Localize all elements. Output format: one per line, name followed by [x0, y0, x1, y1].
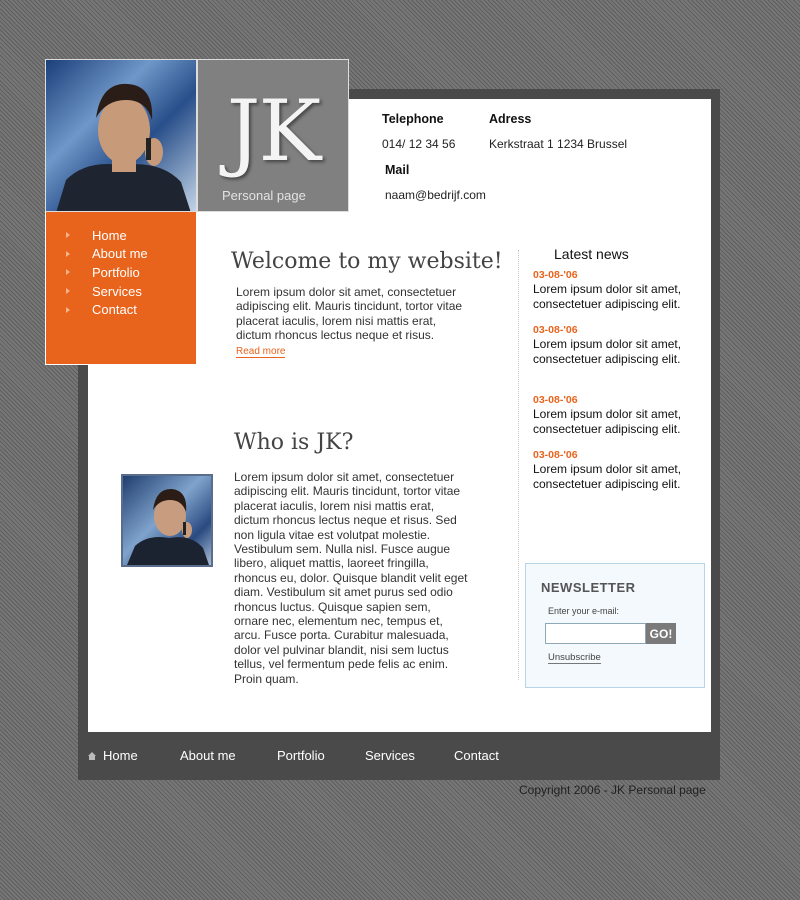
side-nav-label[interactable]: Home: [92, 227, 127, 243]
arrow-bullet-icon: [66, 307, 70, 313]
portrait-image: [46, 60, 197, 212]
news-item[interactable]: [533, 449, 698, 491]
side-nav-item-home[interactable]: [66, 226, 148, 245]
telephone-value: 014/ 12 34 56: [382, 137, 456, 151]
side-nav-item-services[interactable]: [66, 282, 148, 301]
copyright-text: Copyright 2006 - JK Personal page: [519, 783, 706, 797]
address-label: Adress: [489, 112, 532, 126]
address-value: Kerkstraat 1 1234 Brussel: [489, 137, 628, 151]
footer-nav-portfolio[interactable]: Portfolio: [277, 748, 325, 763]
news-text: Lorem ipsum dolor sit amet, consectetuer adipiscing elit.: [533, 282, 682, 311]
welcome-text: Lorem ipsum dolor sit amet, consectetuer adipiscing elit. Mauris tincidunt, tortor vitae placerat iaculis, lorem nisi mattis erat, dictum rhoncus lectus neque et risus.: [236, 285, 463, 343]
side-nav-item-portfolio[interactable]: [66, 263, 148, 282]
news-date: 03-08-'06: [533, 394, 578, 406]
read-more-link[interactable]: Read more: [236, 346, 286, 357]
side-nav-item-contact[interactable]: [66, 300, 148, 319]
mail-label: Mail: [385, 163, 410, 177]
side-nav-label[interactable]: Portfolio: [92, 264, 140, 280]
telephone-label: Telephone: [382, 112, 444, 126]
arrow-bullet-icon: [66, 269, 70, 275]
home-icon: [88, 752, 96, 760]
news-title: Latest news: [554, 246, 629, 262]
welcome-title: Welcome to my website!: [231, 249, 503, 274]
news-item[interactable]: [533, 394, 698, 436]
news-text: Lorem ipsum dolor sit amet, consectetuer adipiscing elit.: [533, 337, 682, 366]
footer-nav-home[interactable]: Home: [103, 748, 138, 763]
mail-value[interactable]: naam@bedrijf.com: [385, 188, 486, 202]
column-divider: [518, 250, 519, 680]
news-text: Lorem ipsum dolor sit amet, consectetuer adipiscing elit.: [533, 462, 682, 491]
logo-letters: JK: [226, 82, 320, 180]
news-date: 03-08-'06: [533, 449, 578, 461]
who-text: Lorem ipsum dolor sit amet, consectetuer adipiscing elit. Mauris tincidunt, tortor vitae placerat iaculis, lorem nisi mattis erat, dictum rhoncus lectus neque et risus. Sed non ligula vitae est volutpat molestie. Vestibulum sem. Nulla nisl. Fusce augue libero, aliquet mattis, laoreet fringilla, rhoncus eu, dolor. Quisque blandit velit eget diam. Vestibulum sit amet purus sed odio rhoncus luctus. Quisque sapien sem, ornare nec, elementum nec, tempus et, arcu. Fusce porta. Curabitur malesuada, dolor vel pulvinar blandit, nisi sem luctus tellus, vel fermentum pede felis ac enim. Proin quam.: [234, 470, 468, 686]
header-photo: [45, 59, 197, 212]
news-item[interactable]: [533, 324, 698, 366]
footer-nav-contact[interactable]: Contact: [454, 748, 499, 763]
side-nav: [45, 212, 197, 365]
unsubscribe-link[interactable]: Unsubscribe: [548, 652, 601, 663]
footer-nav-about[interactable]: About me: [180, 748, 236, 763]
avatar-image: [123, 476, 211, 565]
arrow-bullet-icon: [66, 251, 70, 257]
who-title: Who is JK?: [234, 430, 354, 455]
news-item[interactable]: [533, 269, 698, 311]
footer-nav-services[interactable]: Services: [365, 748, 415, 763]
profile-avatar: [121, 474, 213, 567]
news-date: 03-08-'06: [533, 269, 578, 281]
newsletter-email-input[interactable]: [545, 623, 646, 644]
news-date: 03-08-'06: [533, 324, 578, 336]
arrow-bullet-icon: [66, 288, 70, 294]
footer-nav: [88, 740, 708, 772]
side-nav-label[interactable]: Services: [92, 283, 142, 299]
side-nav-item-about[interactable]: [66, 245, 148, 264]
newsletter-box: [525, 563, 705, 688]
side-nav-label[interactable]: Contact: [92, 302, 137, 318]
newsletter-label: Enter your e-mail:: [548, 606, 620, 616]
arrow-bullet-icon: [66, 232, 70, 238]
logo-block: [197, 59, 349, 212]
newsletter-go-button[interactable]: GO!: [646, 623, 676, 644]
logo-subtitle: Personal page: [222, 188, 306, 203]
news-text: Lorem ipsum dolor sit amet, consectetuer adipiscing elit.: [533, 407, 682, 436]
side-nav-label[interactable]: About me: [92, 246, 148, 262]
newsletter-title: NEWSLETTER: [541, 580, 636, 595]
